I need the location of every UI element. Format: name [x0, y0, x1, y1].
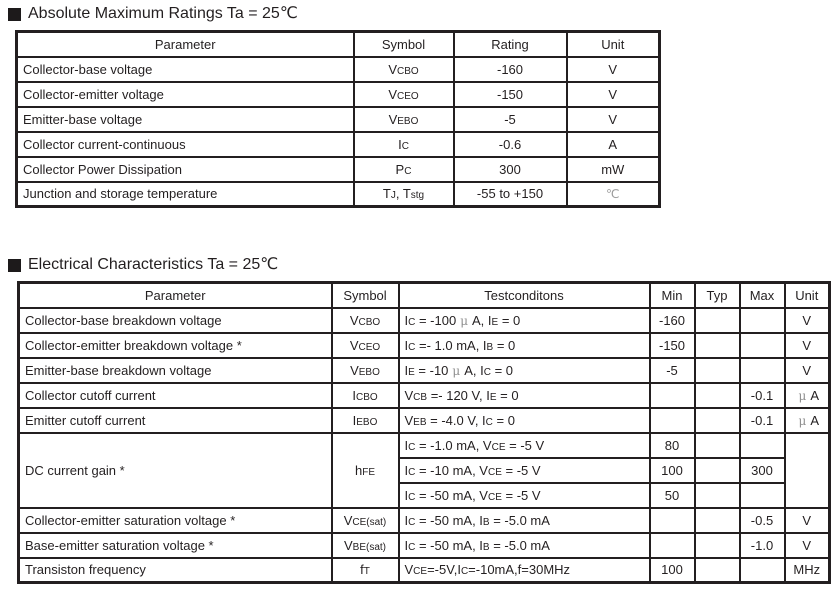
max-cell	[740, 558, 785, 583]
unit-cell	[785, 433, 830, 508]
typ-cell	[695, 408, 740, 433]
min-cell: 50	[650, 483, 695, 508]
symbol-cell: VCEO	[354, 82, 454, 107]
section-spacer	[8, 208, 835, 256]
table-row	[17, 182, 660, 207]
column-header-unit: Unit	[567, 32, 660, 57]
table-row	[19, 358, 830, 383]
max-cell: 300	[740, 458, 785, 483]
max-cell	[740, 358, 785, 383]
max-cell	[740, 433, 785, 458]
max-cell	[740, 333, 785, 358]
min-cell	[650, 408, 695, 433]
electrical-characteristics-table	[17, 281, 831, 584]
absolute-maximum-ratings-table	[15, 30, 661, 208]
testcondition-cell: VCE=-5V,IC=-10mA,f=30MHz	[399, 558, 650, 583]
symbol-cell: VCEO	[332, 333, 399, 358]
max-cell: -0.1	[740, 408, 785, 433]
unit-cell: μ A	[785, 408, 830, 433]
typ-cell	[695, 458, 740, 483]
symbol-cell: ICBO	[332, 383, 399, 408]
section-bullet-square-icon	[8, 8, 21, 21]
symbol-cell: VEBO	[354, 107, 454, 132]
rating-cell: -150	[454, 82, 567, 107]
symbol-cell: VBE(sat)	[332, 533, 399, 558]
section-title-text: Electrical Characteristics Ta = 25℃	[28, 256, 279, 273]
min-cell	[650, 383, 695, 408]
max-cell: -0.5	[740, 508, 785, 533]
parameter-cell: Collector-base voltage	[17, 57, 354, 82]
typ-cell	[695, 508, 740, 533]
column-header-rating: Rating	[454, 32, 567, 57]
symbol-cell: fT	[332, 558, 399, 583]
max-cell: -1.0	[740, 533, 785, 558]
typ-cell	[695, 558, 740, 583]
table-row	[19, 508, 830, 533]
parameter-cell: Collector-base breakdown voltage	[19, 308, 332, 333]
table-row	[17, 132, 660, 157]
min-cell: -150	[650, 333, 695, 358]
table-row	[19, 383, 830, 408]
testcondition-cell: IC = -100 μ A, IE = 0	[399, 308, 650, 333]
symbol-cell: IC	[354, 132, 454, 157]
rating-cell: -55 to +150	[454, 182, 567, 207]
typ-cell	[695, 333, 740, 358]
testcondition-cell: VEB = -4.0 V, IC = 0	[399, 408, 650, 433]
column-header-parameter: Parameter	[19, 283, 332, 308]
column-header-max: Max	[740, 283, 785, 308]
unit-cell: V	[785, 333, 830, 358]
unit-cell: V	[785, 508, 830, 533]
min-cell	[650, 508, 695, 533]
parameter-cell: DC current gain *	[19, 433, 332, 508]
typ-cell	[695, 358, 740, 383]
symbol-cell: VCE(sat)	[332, 508, 399, 533]
min-cell: -160	[650, 308, 695, 333]
unit-cell: V	[567, 57, 660, 82]
rating-cell: -0.6	[454, 132, 567, 157]
column-header-testconditions: Testconditons	[399, 283, 650, 308]
column-header-parameter: Parameter	[17, 32, 354, 57]
table-row	[17, 82, 660, 107]
table-row	[19, 408, 830, 433]
min-cell: 80	[650, 433, 695, 458]
table-row	[17, 157, 660, 182]
parameter-cell: Collector Power Dissipation	[17, 157, 354, 182]
table-row	[19, 533, 830, 558]
min-cell: 100	[650, 558, 695, 583]
symbol-cell: IEBO	[332, 408, 399, 433]
unit-cell: V	[785, 358, 830, 383]
table-row	[17, 107, 660, 132]
section-title-absolute-maximum-ratings	[8, 5, 835, 23]
parameter-cell: Collector-emitter voltage	[17, 82, 354, 107]
unit-cell: A	[567, 132, 660, 157]
parameter-cell: Collector current-continuous	[17, 132, 354, 157]
unit-cell: V	[567, 82, 660, 107]
parameter-cell: Emitter-base breakdown voltage	[19, 358, 332, 383]
max-cell: -0.1	[740, 383, 785, 408]
min-cell	[650, 533, 695, 558]
column-header-symbol: Symbol	[354, 32, 454, 57]
column-header-unit: Unit	[785, 283, 830, 308]
typ-cell	[695, 483, 740, 508]
unit-cell: V	[567, 107, 660, 132]
parameter-cell: Collector cutoff current	[19, 383, 332, 408]
max-cell	[740, 308, 785, 333]
header-row	[17, 32, 660, 57]
symbol-cell: VCBO	[332, 308, 399, 333]
parameter-cell: Collector-emitter saturation voltage *	[19, 508, 332, 533]
typ-cell	[695, 433, 740, 458]
column-header-typ: Typ	[695, 283, 740, 308]
min-cell: -5	[650, 358, 695, 383]
unit-cell: MHz	[785, 558, 830, 583]
symbol-cell: TJ, Tstg	[354, 182, 454, 207]
symbol-cell: hFE	[332, 433, 399, 508]
parameter-cell: Junction and storage temperature	[17, 182, 354, 207]
parameter-cell: Collector-emitter breakdown voltage *	[19, 333, 332, 358]
rating-cell: 300	[454, 157, 567, 182]
typ-cell	[695, 308, 740, 333]
testcondition-cell: IC =- 1.0 mA, IB = 0	[399, 333, 650, 358]
table-row	[19, 333, 830, 358]
column-header-min: Min	[650, 283, 695, 308]
unit-cell: V	[785, 533, 830, 558]
unit-cell: ℃	[567, 182, 660, 207]
header-row	[19, 283, 830, 308]
typ-cell	[695, 533, 740, 558]
parameter-cell: Emitter cutoff current	[19, 408, 332, 433]
table-row	[19, 558, 830, 583]
testcondition-cell: IC = -50 mA, IB = -5.0 mA	[399, 508, 650, 533]
table-row	[19, 433, 830, 458]
table-row	[19, 308, 830, 333]
parameter-cell: Emitter-base voltage	[17, 107, 354, 132]
unit-cell: V	[785, 308, 830, 333]
symbol-cell: PC	[354, 157, 454, 182]
parameter-cell: Transiston frequency	[19, 558, 332, 583]
section-bullet-square-icon	[8, 259, 21, 272]
table-row	[17, 57, 660, 82]
unit-cell: mW	[567, 157, 660, 182]
min-cell: 100	[650, 458, 695, 483]
testcondition-cell: IE = -10 μ A, IC = 0	[399, 358, 650, 383]
parameter-cell: Base-emitter saturation voltage *	[19, 533, 332, 558]
symbol-cell: VEBO	[332, 358, 399, 383]
max-cell	[740, 483, 785, 508]
section-title-text: Absolute Maximum Ratings Ta = 25℃	[28, 5, 298, 22]
testcondition-cell: IC = -10 mA, VCE = -5 V	[399, 458, 650, 483]
testcondition-cell: IC = -1.0 mA, VCE = -5 V	[399, 433, 650, 458]
column-header-symbol: Symbol	[332, 283, 399, 308]
testcondition-cell: VCB =- 120 V, IE = 0	[399, 383, 650, 408]
unit-cell: μ A	[785, 383, 830, 408]
testcondition-cell: IC = -50 mA, VCE = -5 V	[399, 483, 650, 508]
section-title-electrical-characteristics	[8, 256, 835, 274]
rating-cell: -5	[454, 107, 567, 132]
symbol-cell: VCBO	[354, 57, 454, 82]
typ-cell	[695, 383, 740, 408]
rating-cell: -160	[454, 57, 567, 82]
testcondition-cell: IC = -50 mA, IB = -5.0 mA	[399, 533, 650, 558]
